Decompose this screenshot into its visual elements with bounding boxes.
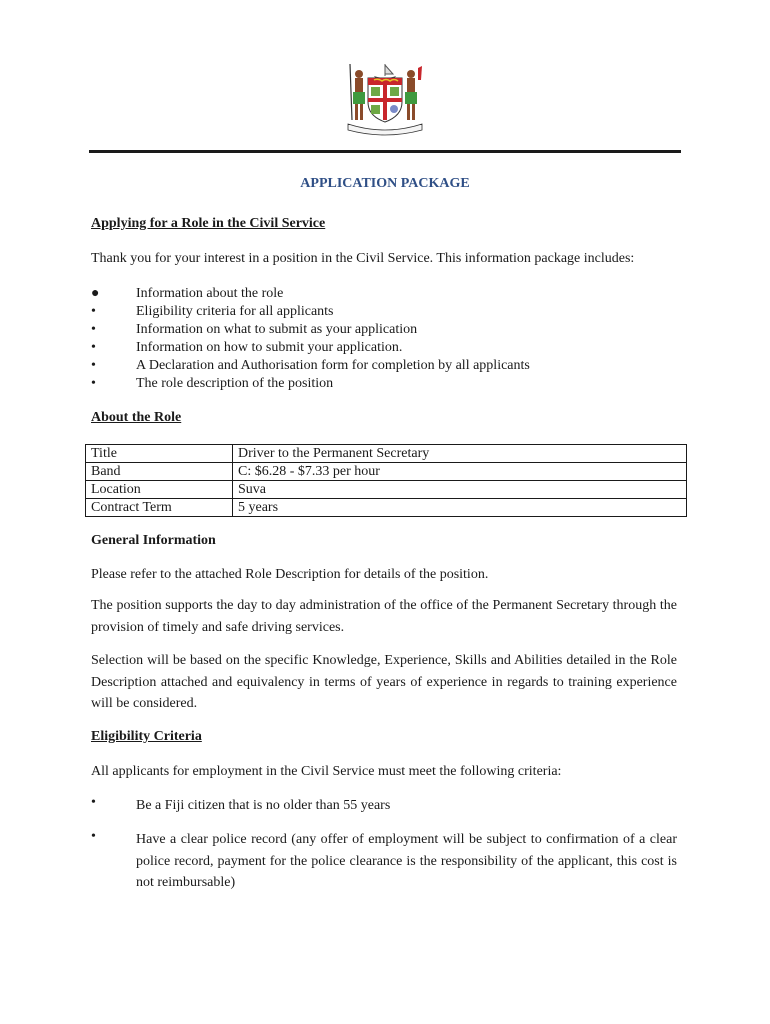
row-label: Contract Term: [86, 499, 233, 517]
document-title: APPLICATION PACKAGE: [300, 176, 470, 191]
row-value: Suva: [233, 481, 687, 499]
eligibility-heading: Eligibility Criteria: [91, 729, 202, 744]
general-paragraph: The position supports the day to day administration of the office of the Permanent Secretary through the provision of timely and safe driving services.: [91, 598, 677, 635]
intro-lead: Thank you for your interest in a position in the Civil Service. This information package includes:: [91, 251, 635, 266]
bullet-icon: •: [91, 340, 96, 355]
row-label: Location: [86, 481, 233, 499]
list-item-text: A Declaration and Authorisation form for completion by all applicants: [136, 358, 530, 373]
general-heading: General Information: [91, 533, 216, 548]
list-item-text: Information about the role: [136, 286, 284, 301]
row-label: Title: [86, 445, 233, 463]
row-value: Driver to the Permanent Secretary: [233, 445, 687, 463]
general-paragraph: Selection will be based on the specific Knowledge, Experience, Skills and Abilities detailed in the Role Description attached and equivalency in terms of years of experience in regards to training experience will be considered.: [91, 653, 677, 711]
table-row: [86, 499, 687, 517]
bullet-icon: •: [91, 376, 96, 391]
list-item-text: The role description of the position: [136, 376, 334, 391]
role-details-table: [85, 444, 687, 517]
row-label: Band: [86, 463, 233, 481]
table-row: [86, 463, 687, 481]
bullet-icon: ●: [91, 286, 100, 301]
bullet-icon: •: [91, 322, 96, 337]
general-paragraph: Please refer to the attached Role Description for details of the position.: [91, 567, 489, 582]
bullet-icon: •: [91, 358, 96, 373]
list-item-text: Be a Fiji citizen that is no older than 55 years: [136, 798, 391, 813]
fiji-coat-of-arms-logo: [338, 62, 432, 138]
list-item-text: Have a clear police record (any offer of employment will be subject to confirmation of a clear police record, payment for the police clearance is the responsibility of the applicant, this cost is not reimbursable): [136, 832, 677, 890]
table-row: [86, 481, 687, 499]
about-heading: About the Role: [91, 410, 182, 425]
row-value: 5 years: [233, 499, 687, 517]
row-value: C: $6.28 - $7.33 per hour: [233, 463, 687, 481]
header-rule: [89, 150, 681, 153]
table-row: [86, 445, 687, 463]
bullet-icon: •: [91, 304, 96, 319]
bullet-icon: •: [91, 795, 96, 810]
list-item-text: Eligibility criteria for all applicants: [136, 304, 334, 319]
eligibility-lead: All applicants for employment in the Civil Service must meet the following criteria:: [91, 764, 562, 779]
list-item-text: Information on how to submit your application.: [136, 340, 403, 355]
list-item-text: Information on what to submit as your application: [136, 322, 418, 337]
bullet-icon: •: [91, 829, 96, 844]
intro-heading: Applying for a Role in the Civil Service: [91, 216, 326, 231]
